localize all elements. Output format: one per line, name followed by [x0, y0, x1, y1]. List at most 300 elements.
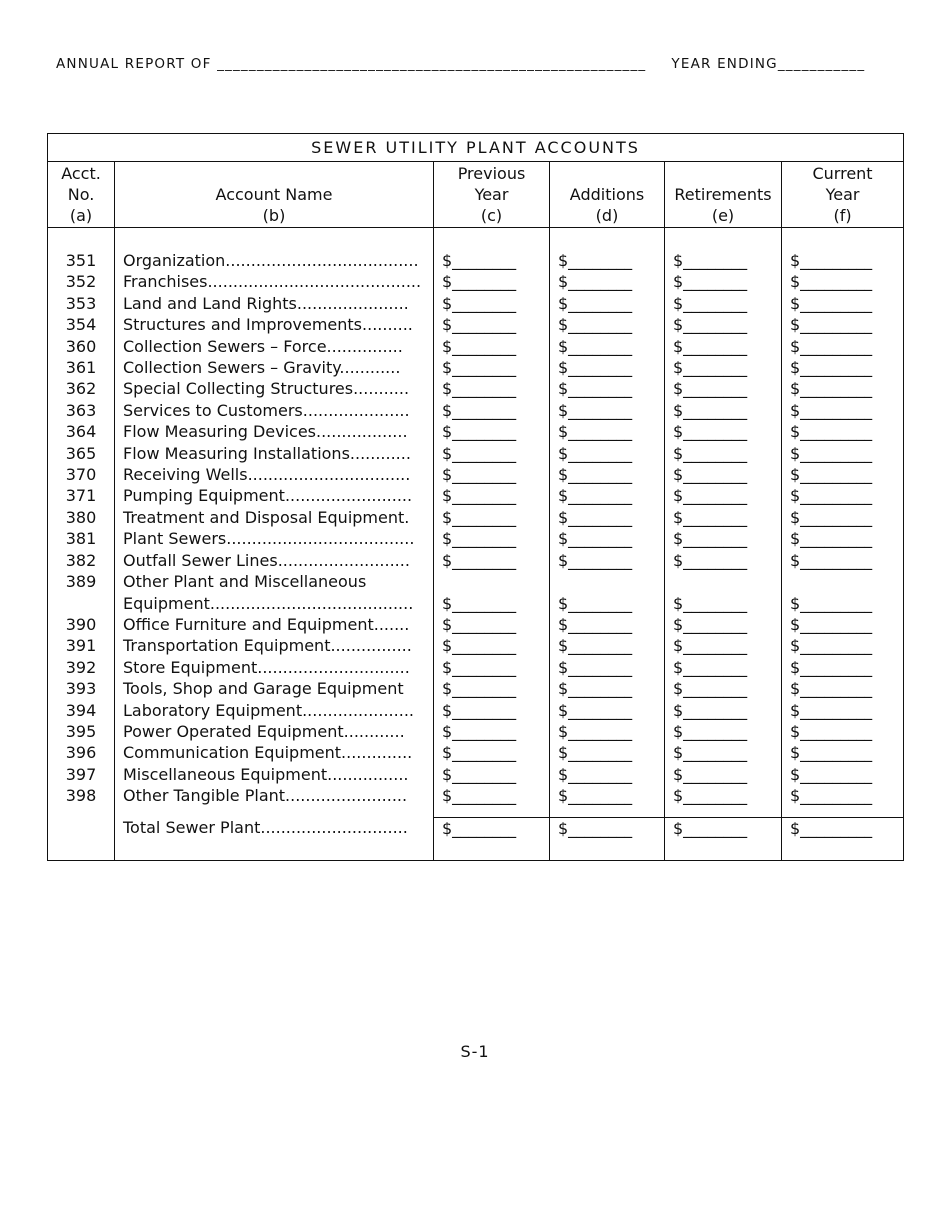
column-header-line: (b)	[262, 206, 286, 225]
leader-dots: ............	[339, 358, 401, 378]
additions-amount[interactable]	[550, 293, 665, 314]
previous-year-amount[interactable]	[434, 443, 550, 464]
acct-no	[48, 528, 115, 549]
spacer-cell	[434, 807, 550, 818]
retirements-amount[interactable]	[665, 314, 782, 335]
acct-no-value: 351	[65, 251, 97, 270]
table-row	[48, 635, 904, 656]
additions-amount[interactable]	[550, 421, 665, 442]
amount-blank: $_________	[790, 550, 873, 570]
amount-blank: $________	[673, 465, 748, 485]
table-row	[48, 700, 904, 721]
current-year-amount[interactable]	[782, 443, 904, 464]
acct-no	[48, 742, 115, 763]
previous-year-amount[interactable]	[434, 721, 550, 742]
amount-blank: $________	[673, 721, 748, 741]
spacer-cell	[115, 807, 434, 818]
leader-dots: .....................................	[226, 529, 415, 549]
table-row	[48, 507, 904, 528]
retirements-amount[interactable]	[665, 742, 782, 763]
amount-blank: $________	[558, 593, 633, 613]
account-name	[115, 271, 434, 292]
account-name	[115, 764, 434, 785]
amount-blank: $________	[442, 336, 517, 356]
table-row	[48, 378, 904, 399]
additions-amount[interactable]	[550, 443, 665, 464]
retirements-amount[interactable]	[665, 593, 782, 614]
acct-no	[48, 421, 115, 442]
leader-dots: ......................	[296, 293, 409, 313]
amount-blank: $________	[673, 443, 748, 463]
retirements-amount[interactable]	[665, 614, 782, 635]
amount-blank: $________	[673, 293, 748, 313]
amount-blank: $________	[442, 422, 517, 442]
amount-blank: $________	[558, 529, 633, 549]
amount-blank: $________	[442, 764, 517, 784]
table-row	[48, 528, 904, 549]
acct-no-value: 398	[65, 786, 97, 806]
current-year-amount[interactable]	[782, 357, 904, 378]
current-year-amount[interactable]	[782, 785, 904, 806]
spacer-cell	[665, 807, 782, 818]
previous-year-amount[interactable]	[434, 507, 550, 528]
acct-no-value: 393	[65, 679, 97, 699]
previous-year-amount[interactable]	[434, 250, 550, 271]
acct-no-value: 353	[65, 293, 97, 313]
amount-blank: $________	[558, 379, 633, 399]
current-year-amount[interactable]	[782, 378, 904, 399]
acct-no	[48, 357, 115, 378]
additions-amount[interactable]	[550, 614, 665, 635]
column-header-line: (f)	[833, 206, 852, 225]
acct-no	[48, 336, 115, 357]
amount-blank: $________	[558, 443, 633, 463]
account-name	[115, 742, 434, 763]
acct-no	[48, 678, 115, 699]
column-header-line: (e)	[711, 206, 735, 225]
acct-no	[48, 764, 115, 785]
amount-blank: $_________	[790, 443, 873, 463]
previous-year-amount[interactable]	[434, 550, 550, 571]
amount-blank: $_________	[790, 764, 873, 784]
column-header-line: Year	[825, 185, 860, 204]
previous-year-amount[interactable]	[434, 314, 550, 335]
amount-blank: $________	[673, 743, 748, 763]
account-name-text: Structures and Improvements	[123, 315, 363, 335]
amount-blank: $_________	[790, 315, 873, 335]
amount-blank: $________	[442, 743, 517, 763]
retirements-amount[interactable]	[665, 550, 782, 571]
amount-blank: $________	[673, 315, 748, 335]
acct-no	[48, 700, 115, 721]
amount-blank: $________	[558, 764, 633, 784]
retirements-amount[interactable]	[665, 271, 782, 292]
amount-blank: $________	[558, 293, 633, 313]
acct-no	[48, 485, 115, 506]
amount-blank: $________	[558, 700, 633, 720]
additions-amount	[550, 571, 665, 592]
previous-year-amount[interactable]	[434, 293, 550, 314]
amount-blank: $_________	[790, 422, 873, 442]
additions-amount[interactable]	[550, 635, 665, 656]
acct-no-value: 397	[65, 764, 97, 784]
account-name	[115, 400, 434, 421]
account-name-text: Other Plant and Miscellaneous	[123, 572, 367, 592]
amount-blank: $________	[442, 818, 517, 838]
year-ending-label: YEAR ENDING	[671, 56, 778, 72]
account-name	[115, 614, 434, 635]
account-name-text: Treatment and Disposal Equipment	[123, 507, 405, 527]
amount-blank: $________	[558, 550, 633, 570]
retirements-amount[interactable]	[665, 378, 782, 399]
amount-blank: $________	[442, 550, 517, 570]
current-year-amount[interactable]	[782, 293, 904, 314]
additions-amount[interactable]	[550, 250, 665, 271]
account-name-text: Laboratory Equipment	[123, 700, 303, 720]
previous-year-amount[interactable]	[434, 657, 550, 678]
acct-no-value: 382	[65, 550, 97, 570]
current-year-amount[interactable]	[782, 635, 904, 656]
retirements-amount[interactable]	[665, 400, 782, 421]
leader-dots: ................................	[247, 465, 411, 485]
previous-year-amount[interactable]	[434, 464, 550, 485]
leader-dots: ..............	[341, 743, 413, 763]
amount-blank: $________	[442, 529, 517, 549]
additions-amount[interactable]	[550, 314, 665, 335]
acct-no	[48, 593, 115, 614]
additions-amount[interactable]	[550, 657, 665, 678]
previous-year-amount[interactable]	[434, 271, 550, 292]
previous-year-amount[interactable]	[434, 678, 550, 699]
acct-no-value: 371	[65, 486, 97, 506]
acct-no-value: 360	[65, 336, 97, 356]
retirements-amount[interactable]	[665, 336, 782, 357]
retirements-amount[interactable]	[665, 464, 782, 485]
acct-no	[48, 293, 115, 314]
table-row	[48, 400, 904, 421]
amount-blank: $_________	[790, 529, 873, 549]
report-header	[56, 56, 886, 72]
additions-amount[interactable]	[550, 785, 665, 806]
amount-blank: $________	[673, 614, 748, 634]
amount-blank: $________	[442, 614, 517, 634]
current-year-amount[interactable]	[782, 528, 904, 549]
column-header-row	[48, 162, 904, 228]
acct-no-value: 394	[65, 700, 97, 720]
account-name-text: Outfall Sewer Lines	[123, 550, 278, 570]
previous-year-amount[interactable]	[434, 764, 550, 785]
account-name	[115, 378, 434, 399]
retirements-amount[interactable]	[665, 721, 782, 742]
amount-blank: $_________	[790, 786, 873, 806]
amount-blank: $_________	[790, 700, 873, 720]
additions-amount[interactable]	[550, 721, 665, 742]
amount-blank: $_________	[790, 400, 873, 420]
amount-blank: $________	[673, 679, 748, 699]
retirements-amount[interactable]	[665, 785, 782, 806]
column-header-line: Additions	[569, 185, 645, 204]
account-name	[115, 571, 434, 592]
previous-year-amount[interactable]	[434, 336, 550, 357]
additions-amount[interactable]	[550, 378, 665, 399]
additions-amount[interactable]	[550, 742, 665, 763]
amount-blank: $________	[558, 336, 633, 356]
leader-dots: ............	[343, 721, 405, 741]
retirements-amount[interactable]	[665, 700, 782, 721]
additions-amount[interactable]	[550, 764, 665, 785]
account-name	[115, 785, 434, 806]
spacer-cell	[665, 228, 782, 251]
acct-no	[48, 378, 115, 399]
column-header-line: Acct.	[61, 164, 101, 183]
amount-blank: $________	[673, 486, 748, 506]
current-year-header	[782, 162, 904, 228]
leader-dots: .............................	[260, 818, 408, 838]
account-name	[115, 314, 434, 335]
additions-amount[interactable]	[550, 678, 665, 699]
previous-year-amount[interactable]	[434, 742, 550, 763]
amount-blank: $________	[442, 636, 517, 656]
retirements-amount[interactable]	[665, 250, 782, 271]
leader-dots: ................	[330, 636, 412, 656]
retirements-amount[interactable]	[665, 528, 782, 549]
current-year-amount[interactable]	[782, 400, 904, 421]
account-name-text: Communication Equipment	[123, 743, 342, 763]
account-name	[115, 528, 434, 549]
account-name-text: Flow Measuring Installations	[123, 443, 350, 463]
table-row	[48, 485, 904, 506]
total-additions[interactable]	[550, 817, 665, 860]
amount-blank: $_________	[790, 379, 873, 399]
additions-amount[interactable]	[550, 485, 665, 506]
amount-blank: $________	[442, 786, 517, 806]
account-name	[115, 357, 434, 378]
amount-blank: $_________	[790, 507, 873, 527]
table-body	[48, 228, 904, 861]
account-name-text: Collection Sewers – Force	[123, 336, 327, 356]
additions-amount[interactable]	[550, 593, 665, 614]
amount-blank: $________	[673, 272, 748, 292]
amount-blank: $________	[558, 315, 633, 335]
previous-year-amount[interactable]	[434, 357, 550, 378]
spacer-row	[48, 228, 904, 251]
previous-year-amount[interactable]	[434, 485, 550, 506]
retirements-amount[interactable]	[665, 421, 782, 442]
account-name-text: Franchises	[123, 272, 208, 292]
previous-year-amount[interactable]	[434, 421, 550, 442]
amount-blank: $________	[442, 507, 517, 527]
leader-dots: ..............................	[257, 657, 410, 677]
amount-blank: $_________	[790, 636, 873, 656]
acct-no	[48, 400, 115, 421]
amount-blank: $________	[558, 657, 633, 677]
account-name	[115, 550, 434, 571]
retirements-amount[interactable]	[665, 485, 782, 506]
acct-no	[48, 464, 115, 485]
amount-blank: $_________	[790, 721, 873, 741]
spacer-cell	[550, 228, 665, 251]
leader-dots: ..........................	[277, 550, 410, 570]
column-header-line: Year	[474, 185, 509, 204]
account-name-text: Pumping Equipment	[123, 486, 285, 506]
table-row	[48, 764, 904, 785]
retirements-header	[665, 162, 782, 228]
account-name	[115, 721, 434, 742]
account-name-text: Other Tangible Plant	[123, 786, 286, 806]
additions-amount[interactable]	[550, 271, 665, 292]
retirements-amount[interactable]	[665, 635, 782, 656]
previous-year-amount[interactable]	[434, 378, 550, 399]
account-name	[115, 700, 434, 721]
current-year-amount[interactable]	[782, 485, 904, 506]
table-row	[48, 721, 904, 742]
acct-no-value: 363	[65, 400, 97, 420]
additions-amount[interactable]	[550, 464, 665, 485]
previous-year-amount[interactable]	[434, 785, 550, 806]
current-year-amount[interactable]	[782, 721, 904, 742]
amount-blank: $________	[558, 507, 633, 527]
amount-blank: $_________	[790, 336, 873, 356]
amount-blank: $________	[442, 251, 517, 270]
amount-blank: $________	[558, 636, 633, 656]
account-name-text: Land and Land Rights	[123, 293, 297, 313]
current-year-amount[interactable]	[782, 336, 904, 357]
current-year-amount[interactable]	[782, 614, 904, 635]
account-name-text: Tools, Shop and Garage Equipment	[123, 679, 404, 699]
amount-blank: $________	[558, 614, 633, 634]
total-row	[48, 817, 904, 860]
amount-blank: $_________	[790, 272, 873, 292]
retirements-amount[interactable]	[665, 293, 782, 314]
account-name	[115, 293, 434, 314]
additions-header	[550, 162, 665, 228]
previous-year-amount[interactable]	[434, 635, 550, 656]
leader-dots: ........................................	[209, 593, 414, 613]
acct-no-value: 364	[65, 422, 97, 442]
leader-dots: ..................	[316, 422, 408, 442]
acct-no-value: 352	[65, 272, 97, 292]
spacer-cell	[782, 807, 904, 818]
account-name	[115, 421, 434, 442]
column-header-line: Current	[812, 164, 873, 183]
retirements-amount[interactable]	[665, 657, 782, 678]
current-year-amount[interactable]	[782, 250, 904, 271]
amount-blank: $________	[673, 786, 748, 806]
current-year-amount[interactable]	[782, 742, 904, 763]
account-name	[115, 635, 434, 656]
leader-dots: ......................................	[225, 251, 419, 270]
retirements-amount[interactable]	[665, 357, 782, 378]
leader-dots: .	[404, 507, 410, 527]
acct-no	[48, 657, 115, 678]
amount-blank: $________	[673, 422, 748, 442]
current-year-amount[interactable]	[782, 464, 904, 485]
acct-no	[48, 721, 115, 742]
current-year-amount[interactable]	[782, 550, 904, 571]
acct-no-value: 354	[65, 315, 97, 335]
amount-blank: $________	[673, 358, 748, 378]
previous-year-amount[interactable]	[434, 700, 550, 721]
current-year-amount[interactable]	[782, 678, 904, 699]
previous-year-amount[interactable]	[434, 400, 550, 421]
amount-blank: $________	[673, 700, 748, 720]
leader-dots: ............	[349, 443, 411, 463]
total-acct-no	[48, 817, 115, 860]
amount-blank: $________	[673, 636, 748, 656]
table-row	[48, 678, 904, 699]
current-year-amount[interactable]	[782, 421, 904, 442]
table-row	[48, 421, 904, 442]
table-row	[48, 250, 904, 271]
amount-blank: $________	[558, 422, 633, 442]
leader-dots: .....................	[302, 400, 410, 420]
acct-no-value: 395	[65, 721, 97, 741]
previous-year-amount[interactable]	[434, 593, 550, 614]
additions-amount[interactable]	[550, 336, 665, 357]
acct-no-header	[48, 162, 115, 228]
total-retirements[interactable]	[665, 817, 782, 860]
acct-no-value: 392	[65, 657, 97, 677]
previous-year-amount[interactable]	[434, 614, 550, 635]
amount-blank: $________	[673, 379, 748, 399]
leader-dots: ................	[327, 764, 409, 784]
total-label: Total Sewer Plant	[123, 818, 261, 838]
account-name-text: Receiving Wells	[123, 465, 248, 485]
table-row	[48, 785, 904, 806]
account-name	[115, 485, 434, 506]
amount-blank: $________	[673, 336, 748, 356]
amount-blank: $________	[558, 465, 633, 485]
additions-amount[interactable]	[550, 700, 665, 721]
leader-dots: ........................	[285, 786, 408, 806]
spacer-cell	[115, 228, 434, 251]
current-year-amount[interactable]	[782, 271, 904, 292]
amount-blank: $________	[558, 358, 633, 378]
previous-year-amount[interactable]	[434, 528, 550, 549]
current-year-amount[interactable]	[782, 657, 904, 678]
retirements-amount[interactable]	[665, 507, 782, 528]
account-name-header	[115, 162, 434, 228]
amount-blank: $________	[673, 507, 748, 527]
additions-amount[interactable]	[550, 357, 665, 378]
amount-blank: $_________	[790, 593, 873, 613]
table-row	[48, 550, 904, 571]
additions-amount[interactable]	[550, 400, 665, 421]
amount-blank: $________	[558, 400, 633, 420]
current-year-amount[interactable]	[782, 314, 904, 335]
amount-blank: $________	[442, 379, 517, 399]
total-current-year[interactable]	[782, 817, 904, 860]
acct-no-value: 391	[65, 636, 97, 656]
current-year-amount[interactable]	[782, 593, 904, 614]
additions-amount[interactable]	[550, 528, 665, 549]
amount-blank: $________	[673, 251, 748, 270]
retirements-amount[interactable]	[665, 764, 782, 785]
retirements-amount[interactable]	[665, 678, 782, 699]
current-year-amount[interactable]	[782, 700, 904, 721]
additions-amount[interactable]	[550, 550, 665, 571]
current-year-amount[interactable]	[782, 764, 904, 785]
account-name	[115, 593, 434, 614]
current-year-amount[interactable]	[782, 507, 904, 528]
retirements-amount[interactable]	[665, 443, 782, 464]
additions-amount[interactable]	[550, 507, 665, 528]
total-previous-year[interactable]	[434, 817, 550, 860]
acct-no-value: 396	[65, 743, 97, 763]
table-row	[48, 271, 904, 292]
amount-blank: $_________	[790, 486, 873, 506]
amount-blank: $________	[558, 786, 633, 806]
